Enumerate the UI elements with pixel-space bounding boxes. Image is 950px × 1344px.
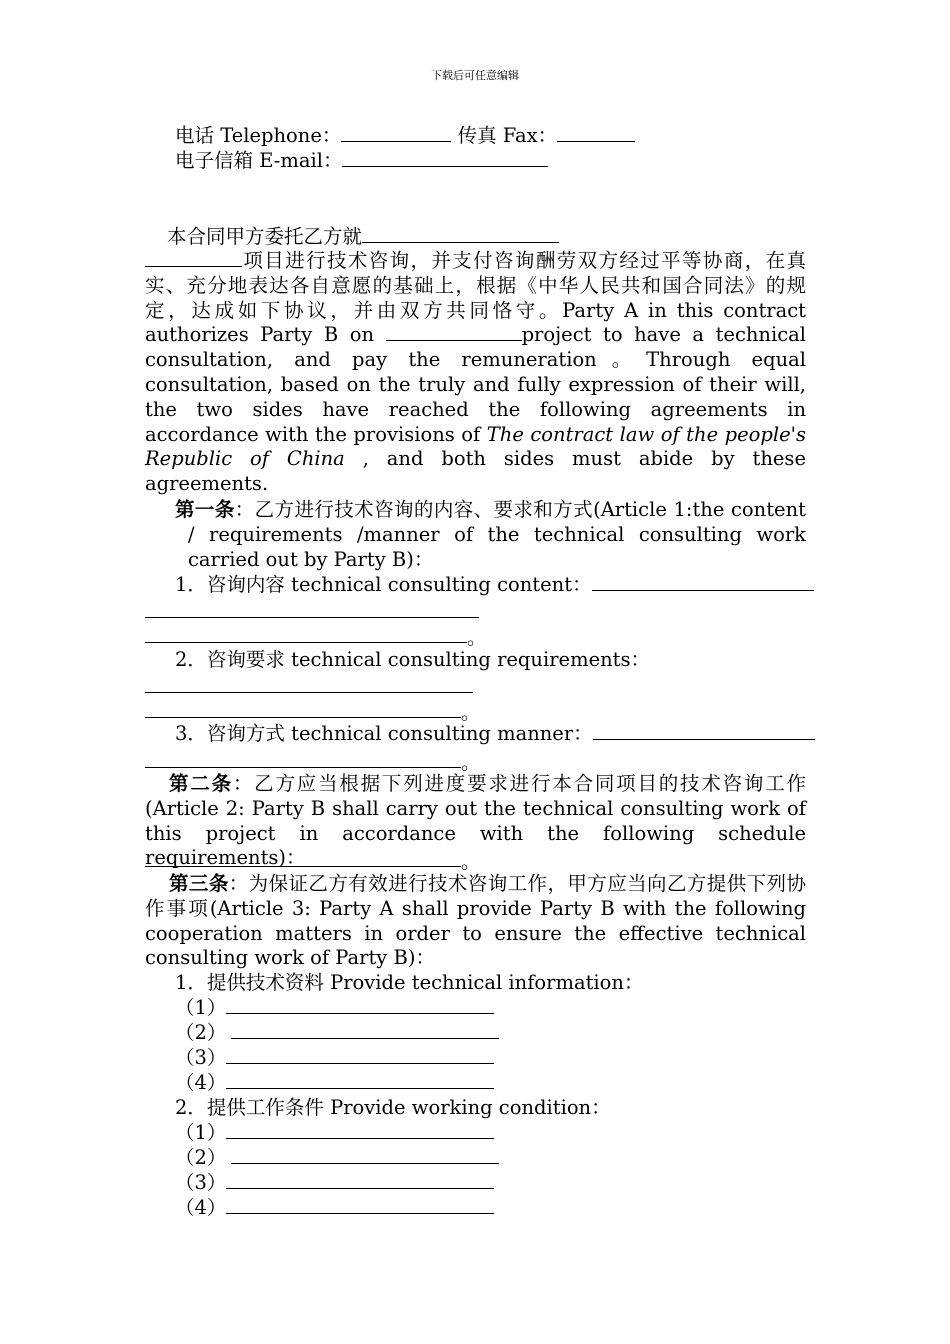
project-name-field-cont[interactable] — [145, 249, 242, 267]
article-2-text: ：乙方应当根据下列进度要求进行本合同项目的技术咨询工作(Article 2: Party B shall carry out the technical consulting work of this project in accordance with the following schedule requirements)： — [145, 772, 806, 870]
preamble-paragraph — [145, 249, 806, 497]
work-cond-field-1[interactable] — [226, 1121, 494, 1139]
work-cond-field-4[interactable] — [226, 1196, 494, 1214]
item-number: （1） — [175, 1121, 227, 1144]
preamble-body-en-1: Party A in this contract authorizes Party B on — [145, 298, 806, 347]
consulting-content-label: 1．咨询内容 technical consulting content： — [175, 573, 592, 596]
fax-label: 传真 Fax： — [457, 124, 558, 147]
law-title: The contract law of the people's Republic of China — [145, 422, 806, 471]
consulting-content-field[interactable] — [592, 573, 814, 591]
work-cond-item-2 — [175, 1146, 499, 1170]
article-1-heading — [175, 498, 806, 572]
technical-information-heading: 1．提供技术资料 Provide technical information： — [175, 971, 644, 994]
work-cond-field-3[interactable] — [226, 1171, 494, 1189]
item-number: （4） — [175, 1071, 227, 1094]
page-header-note: 下载后可任意编辑 — [431, 69, 519, 82]
article-1-label: 第一条 — [175, 498, 235, 521]
item-number: （1） — [175, 996, 227, 1019]
work-cond-item-4 — [175, 1196, 494, 1220]
telephone-field[interactable] — [341, 124, 451, 142]
contact-line-1 — [175, 124, 635, 148]
preamble-first-line — [167, 225, 559, 249]
article-2-label: 第二条 — [169, 772, 233, 795]
schedule-line[interactable] — [145, 866, 461, 867]
tech-info-field-2[interactable] — [231, 1021, 499, 1039]
email-field[interactable] — [342, 149, 548, 167]
consulting-requirements-label: 2．咨询要求 technical consulting requirements： — [175, 648, 651, 671]
contact-line-2 — [175, 149, 548, 173]
article-1-text: ：乙方进行技术咨询的内容、要求和方式(Article 1:the content / requirements /manner of the technical consulting work carried out by Party B)： — [188, 498, 806, 571]
preamble-body-en-3: , and both sides must abide by these agreements. — [145, 447, 806, 496]
consulting-manner-field[interactable] — [593, 722, 815, 740]
end-mark: 。 — [461, 752, 481, 774]
tech-info-item-2 — [175, 1021, 499, 1045]
fax-field[interactable] — [557, 124, 635, 142]
tech-info-field-1[interactable] — [226, 996, 494, 1014]
preamble-body-zh: 项目进行技术咨询，并支付咨询酬劳双方经过平等协商，在真实、充分地表达各自意愿的基础上，根据《中华人民共和国合同法》的规定，达成如下协议，并由双方共同恪守。 — [145, 249, 806, 322]
tech-info-item-3 — [175, 1046, 494, 1070]
article-3-label: 第三条 — [169, 872, 229, 895]
consulting-manner-line-2[interactable] — [145, 767, 461, 768]
tech-info-item-1 — [175, 996, 494, 1020]
tech-info-field-4[interactable] — [226, 1071, 494, 1089]
consulting-requirements-line-2[interactable] — [145, 717, 461, 718]
item-number: （2） — [175, 1146, 227, 1169]
article-3-paragraph — [145, 872, 806, 971]
project-field-en[interactable] — [386, 323, 522, 341]
item-number: （3） — [175, 1046, 227, 1069]
preamble-body-en-2: project to have a technical consultation, and pay the remuneration。Through equal consultation, based on the truly and fully expression of their will, the two sides have reached the following agreements in accordance with the provisions of — [145, 323, 807, 446]
tech-info-item-4 — [175, 1071, 494, 1095]
item-number: （3） — [175, 1171, 227, 1194]
telephone-label: 电话 Telephone： — [175, 124, 342, 147]
tech-info-field-3[interactable] — [226, 1046, 494, 1064]
item-number: （4） — [175, 1196, 227, 1219]
working-condition-heading: 2．提供工作条件 Provide working condition： — [175, 1096, 611, 1119]
project-name-field[interactable] — [362, 225, 559, 243]
article-1-item-1 — [175, 573, 814, 597]
consulting-content-line-2[interactable] — [145, 617, 479, 618]
email-label: 电子信箱 E-mail： — [175, 149, 343, 172]
preamble-intro: 本合同甲方委托乙方就 — [167, 225, 363, 248]
article-1-item-2 — [175, 648, 650, 672]
end-mark: 。 — [467, 627, 487, 649]
work-cond-field-2[interactable] — [231, 1146, 499, 1164]
consulting-manner-label: 3．咨询方式 technical consulting manner： — [175, 722, 593, 745]
article-1-item-3 — [175, 722, 815, 746]
item-number: （2） — [175, 1021, 227, 1044]
article-3-text: ：为保证乙方有效进行技术咨询工作，甲方应当向乙方提供下列协作事项(Article 3: Party A shall provide Party B with the following cooperation matters in order to ensure the effective technical consulting work of Party B)： — [145, 872, 806, 970]
end-mark: 。 — [461, 851, 481, 873]
work-cond-item-3 — [175, 1171, 494, 1195]
consulting-content-line-3[interactable] — [145, 642, 467, 643]
work-cond-item-1 — [175, 1121, 494, 1145]
consulting-requirements-line-1[interactable] — [145, 692, 473, 693]
end-mark: 。 — [461, 702, 481, 724]
